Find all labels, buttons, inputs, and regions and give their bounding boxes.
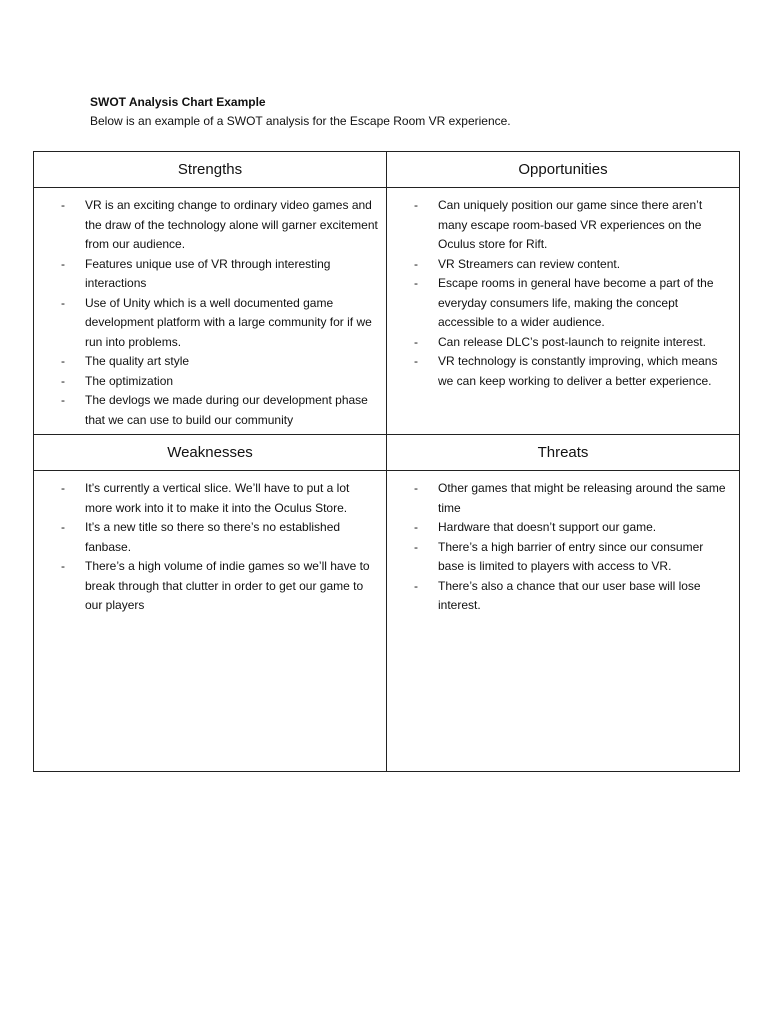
list-item: - Use of Unity which is a well documented game development platform with a large community for if we run into problems. [61, 294, 378, 353]
list-item: - Features unique use of VR through interesting interactions [61, 255, 378, 294]
list-item: - There’s a high volume of indie games so we’ll have to break through that clutter in order to get our game to our players [61, 557, 378, 616]
strengths-cell [34, 188, 387, 435]
list-item: - Escape rooms in general have become a part of the everyday consumers life, making the concept accessible to a wider audience. [414, 274, 731, 333]
weaknesses-cell [34, 471, 387, 772]
opportunities-list [387, 188, 739, 391]
list-item: - There’s a high barrier of entry since our consumer base is limited to players with access to VR. [414, 538, 731, 577]
threats-cell [387, 471, 740, 772]
swot-content-row-top [34, 188, 740, 435]
list-item: - The optimization [61, 372, 378, 392]
list-item: - It’s currently a vertical slice. We’ll have to put a lot more work into it to make it into the Oculus Store. [61, 479, 378, 518]
swot-header-row-bottom [34, 435, 740, 471]
swot-content-row-bottom [34, 471, 740, 772]
threats-header: Threats [387, 435, 740, 471]
list-item: - Can uniquely position our game since there aren’t many escape room-based VR experiences on the Oculus store for Rift. [414, 196, 731, 255]
list-item: - There’s also a chance that our user base will lose interest. [414, 577, 731, 616]
document-intro: Below is an example of a SWOT analysis for the Escape Room VR experience. [90, 114, 511, 128]
swot-header-row-top [34, 152, 740, 188]
list-item: - VR technology is constantly improving, which means we can keep working to deliver a better experience. [414, 352, 731, 391]
list-item: - The quality art style [61, 352, 378, 372]
list-item: - It’s a new title so there so there’s no established fanbase. [61, 518, 378, 557]
list-item: - VR is an exciting change to ordinary video games and the draw of the technology alone will garner excitement from our audience. [61, 196, 378, 255]
strengths-list [34, 188, 386, 430]
list-item: - Can release DLC’s post-launch to reignite interest. [414, 333, 731, 353]
weaknesses-list [34, 471, 386, 616]
document-heading: SWOT Analysis Chart Example [90, 95, 266, 109]
weaknesses-header: Weaknesses [34, 435, 387, 471]
opportunities-header: Opportunities [387, 152, 740, 188]
threats-list [387, 471, 739, 616]
list-item: - Other games that might be releasing around the same time [414, 479, 731, 518]
strengths-header: Strengths [34, 152, 387, 188]
swot-table [33, 151, 740, 772]
list-item: - The devlogs we made during our development phase that we can use to build our community [61, 391, 378, 430]
list-item: - Hardware that doesn’t support our game. [414, 518, 731, 538]
opportunities-cell [387, 188, 740, 435]
list-item: - VR Streamers can review content. [414, 255, 731, 275]
